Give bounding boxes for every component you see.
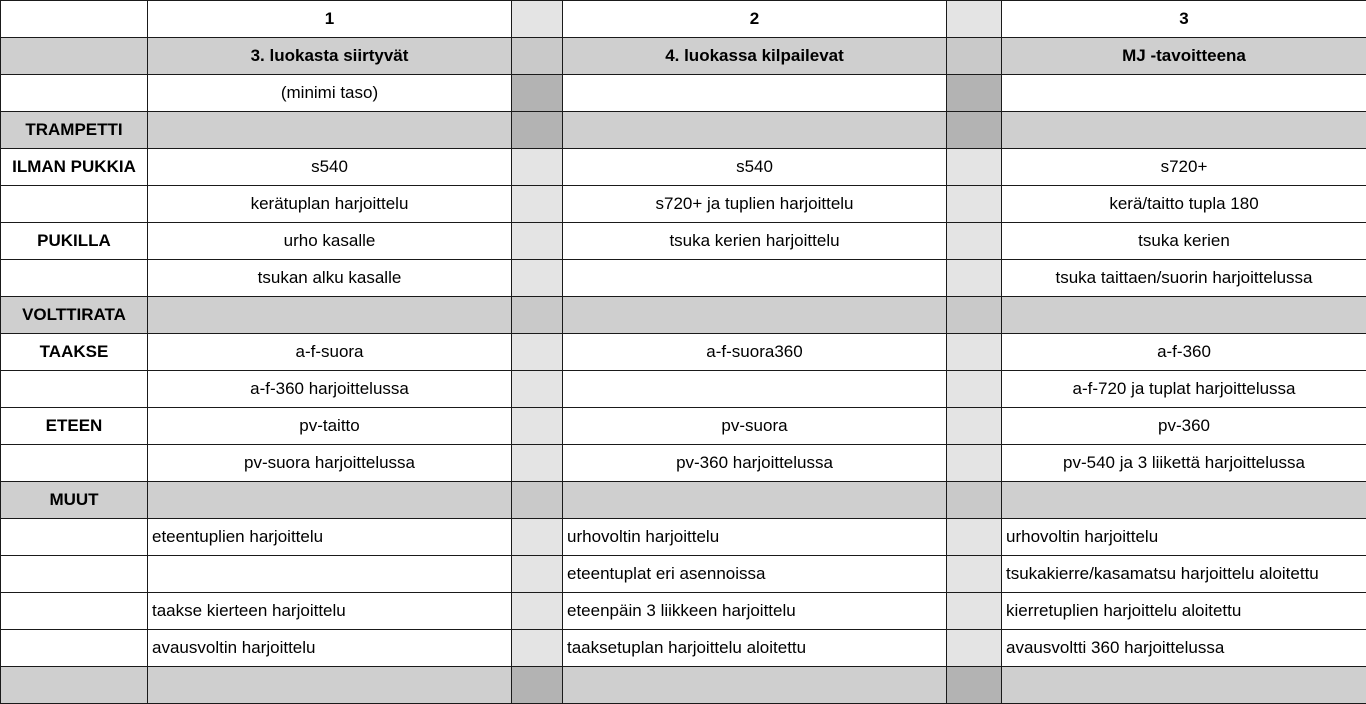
row-label [1, 593, 148, 630]
row-label [1, 630, 148, 667]
level-2-cell [563, 371, 947, 408]
level-1-cell: s540 [148, 149, 512, 186]
spacer-cell [512, 112, 563, 149]
corner-cell [1, 75, 148, 112]
header-subtitle-row [1, 75, 1366, 112]
row-label [1, 371, 148, 408]
spacer-cell [512, 593, 563, 630]
level-3-cell: pv-360 [1002, 408, 1366, 445]
section-label-trampetti: TRAMPETTI [1, 112, 148, 149]
section-cell [1002, 482, 1366, 519]
column-subtitle-2 [563, 75, 947, 112]
level-2-cell: taaksetuplan harjoittelu aloitettu [563, 630, 947, 667]
level-1-cell: avausvoltin harjoittelu [148, 630, 512, 667]
level-3-cell: a-f-720 ja tuplat harjoittelussa [1002, 371, 1366, 408]
table-row [1, 149, 1366, 186]
table-row [1, 223, 1366, 260]
spacer-cell [512, 556, 563, 593]
spacer-cell [512, 75, 563, 112]
spacer-cell [512, 667, 563, 704]
level-1-cell: kerätuplan harjoittelu [148, 186, 512, 223]
footer-row [1, 667, 1366, 704]
column-title-3: MJ -tavoitteena [1002, 38, 1366, 75]
spacer-cell [947, 630, 1002, 667]
spacer-cell [512, 1, 563, 38]
spacer-cell [947, 149, 1002, 186]
section-cell [1002, 297, 1366, 334]
level-3-cell: kerä/taitto tupla 180 [1002, 186, 1366, 223]
row-label [1, 445, 148, 482]
corner-cell [1, 1, 148, 38]
section-cell [148, 482, 512, 519]
spacer-cell [512, 297, 563, 334]
row-label: ILMAN PUKKIA [1, 149, 148, 186]
spacer-cell [947, 75, 1002, 112]
row-label [1, 556, 148, 593]
column-title-2: 4. luokassa kilpailevat [563, 38, 947, 75]
level-1-cell: pv-taitto [148, 408, 512, 445]
spacer-cell [512, 482, 563, 519]
level-2-cell: s540 [563, 149, 947, 186]
row-label [1, 260, 148, 297]
level-3-cell: a-f-360 [1002, 334, 1366, 371]
header-number-row [1, 1, 1366, 38]
level-2-cell [563, 260, 947, 297]
table-row [1, 260, 1366, 297]
level-2-cell: urhovoltin harjoittelu [563, 519, 947, 556]
spacer-cell [947, 334, 1002, 371]
level-3-cell: kierretuplien harjoittelu aloitettu [1002, 593, 1366, 630]
level-1-cell: a-f-suora [148, 334, 512, 371]
level-1-cell: taakse kierteen harjoittelu [148, 593, 512, 630]
level-2-cell: a-f-suora360 [563, 334, 947, 371]
level-1-cell: a-f-360 harjoittelussa [148, 371, 512, 408]
spacer-cell [947, 371, 1002, 408]
level-3-cell: tsuka taittaen/suorin harjoittelussa [1002, 260, 1366, 297]
row-label [1, 186, 148, 223]
spacer-cell [512, 371, 563, 408]
table-row [1, 556, 1366, 593]
spacer-cell [947, 297, 1002, 334]
spacer-cell [947, 519, 1002, 556]
table-row [1, 334, 1366, 371]
spacer-cell [512, 334, 563, 371]
section-cell [563, 482, 947, 519]
column-subtitle-1: (minimi taso) [148, 75, 512, 112]
level-1-cell [148, 556, 512, 593]
spacer-cell [512, 408, 563, 445]
spacer-cell [947, 667, 1002, 704]
spacer-cell [512, 260, 563, 297]
table-row [1, 408, 1366, 445]
spacer-cell [512, 630, 563, 667]
section-cell [563, 112, 947, 149]
level-3-cell: s720+ [1002, 149, 1366, 186]
spacer-cell [512, 38, 563, 75]
footer-cell [563, 667, 947, 704]
column-number-3: 3 [1002, 1, 1366, 38]
section-cell [563, 297, 947, 334]
spacer-cell [512, 445, 563, 482]
row-label: TAAKSE [1, 334, 148, 371]
level-2-cell: eteentuplat eri asennoissa [563, 556, 947, 593]
column-number-1: 1 [148, 1, 512, 38]
column-subtitle-3 [1002, 75, 1366, 112]
section-row-muut [1, 482, 1366, 519]
spacer-cell [947, 38, 1002, 75]
header-title-row [1, 38, 1366, 75]
row-label [1, 519, 148, 556]
spacer-cell [947, 1, 1002, 38]
level-3-cell: urhovoltin harjoittelu [1002, 519, 1366, 556]
section-label-muut: MUUT [1, 482, 148, 519]
table-row [1, 371, 1366, 408]
section-row-volttirata [1, 297, 1366, 334]
column-number-2: 2 [563, 1, 947, 38]
row-label: PUKILLA [1, 223, 148, 260]
level-3-cell: tsuka kerien [1002, 223, 1366, 260]
spacer-cell [512, 223, 563, 260]
level-3-cell: avausvoltti 360 harjoittelussa [1002, 630, 1366, 667]
spacer-cell [512, 149, 563, 186]
spacer-cell [947, 593, 1002, 630]
spacer-cell [947, 260, 1002, 297]
spacer-cell [947, 112, 1002, 149]
section-cell [1002, 112, 1366, 149]
level-3-cell: pv-540 ja 3 liikettä harjoittelussa [1002, 445, 1366, 482]
level-2-cell: pv-360 harjoittelussa [563, 445, 947, 482]
level-2-cell: eteenpäin 3 liikkeen harjoittelu [563, 593, 947, 630]
row-label: ETEEN [1, 408, 148, 445]
section-cell [148, 112, 512, 149]
table-row [1, 593, 1366, 630]
spacer-cell [947, 186, 1002, 223]
table-row [1, 519, 1366, 556]
spacer-cell [947, 223, 1002, 260]
table-row [1, 186, 1366, 223]
spacer-cell [947, 556, 1002, 593]
footer-cell [1002, 667, 1366, 704]
section-row-trampetti [1, 112, 1366, 149]
spacer-cell [512, 186, 563, 223]
level-1-cell: eteentuplien harjoittelu [148, 519, 512, 556]
level-1-cell: tsukan alku kasalle [148, 260, 512, 297]
column-title-1: 3. luokasta siirtyvät [148, 38, 512, 75]
level-2-cell: s720+ ja tuplien harjoittelu [563, 186, 947, 223]
section-cell [148, 297, 512, 334]
spacer-cell [947, 408, 1002, 445]
table-row [1, 445, 1366, 482]
spacer-cell [947, 482, 1002, 519]
section-label-volttirata: VOLTTIRATA [1, 297, 148, 334]
level-2-cell: pv-suora [563, 408, 947, 445]
level-3-cell: tsukakierre/kasamatsu harjoittelu aloitettu [1002, 556, 1366, 593]
level-1-cell: urho kasalle [148, 223, 512, 260]
footer-cell [1, 667, 148, 704]
level-1-cell: pv-suora harjoittelussa [148, 445, 512, 482]
table-row [1, 630, 1366, 667]
spacer-cell [512, 519, 563, 556]
level-2-cell: tsuka kerien harjoittelu [563, 223, 947, 260]
spacer-cell [947, 445, 1002, 482]
corner-cell [1, 38, 148, 75]
footer-cell [148, 667, 512, 704]
